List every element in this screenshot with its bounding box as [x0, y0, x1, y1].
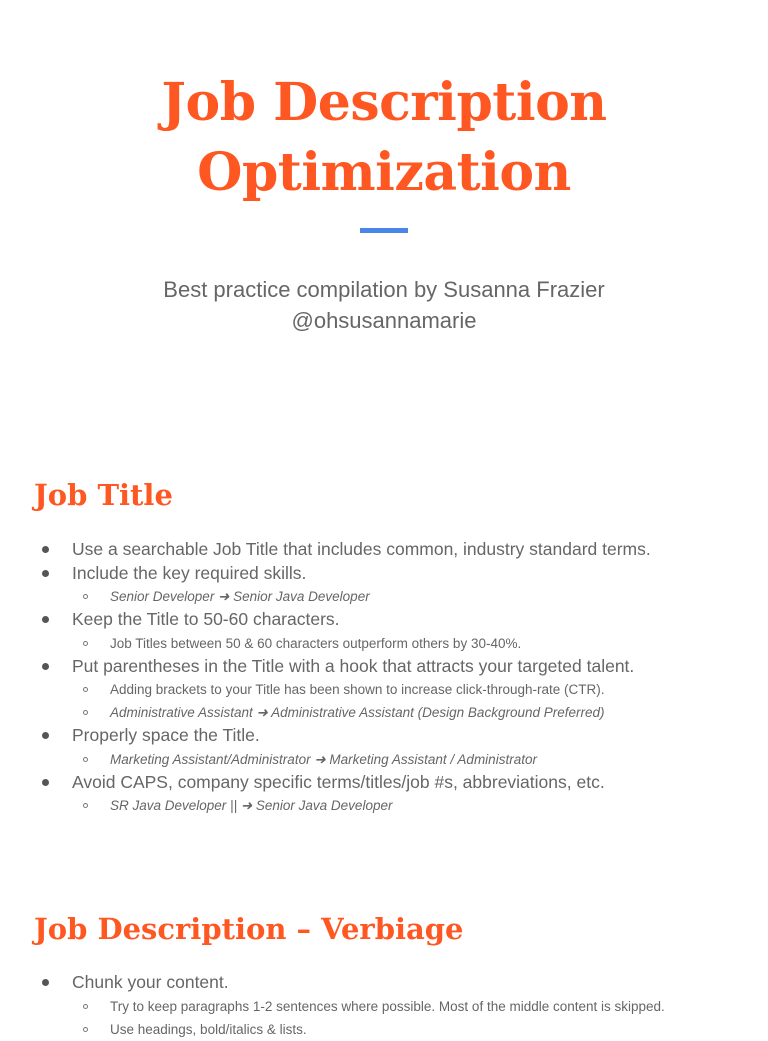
subtitle-author: Best practice compilation by Susanna Frazier: [163, 277, 605, 302]
bullet-circle-icon: [83, 1004, 88, 1009]
bullet-dot-icon: [42, 546, 49, 553]
sub-list: [72, 632, 768, 655]
list-item: [0, 538, 768, 562]
page-title-line-2: Optimization: [197, 142, 571, 203]
bullet-dot-icon: [42, 663, 49, 670]
list-item-text: Keep the Title to 50-60 characters.: [72, 609, 340, 629]
sub-list-item-text: Administrative Assistant ➜ Administrative Assistant (Design Background Preferred): [110, 705, 605, 720]
list-item-text: Include the key required skills.: [72, 562, 307, 583]
sub-list-item: [72, 585, 768, 608]
sub-list: [72, 585, 768, 608]
bullet-dot-icon: [42, 570, 49, 577]
bullet-circle-icon: [83, 803, 88, 808]
section-heading-job-title: Job Title: [34, 478, 173, 512]
list-item: [0, 655, 768, 725]
list-item: [0, 971, 768, 1041]
list-item-text: Chunk your content.: [72, 972, 229, 992]
list-item: [0, 608, 768, 655]
sub-list-item: [72, 794, 768, 817]
list-item: [0, 771, 768, 818]
page-title-line-1: Job Description: [161, 72, 607, 133]
sub-list: [72, 678, 768, 724]
bullet-dot-icon: [42, 616, 49, 623]
bullet-dot-icon: [42, 979, 49, 986]
bullet-circle-icon: [83, 757, 88, 762]
sub-list-item: [72, 1018, 768, 1041]
job-title-list: [0, 538, 768, 817]
list-item: [0, 724, 768, 771]
page-title: [0, 68, 768, 208]
subtitle-handle: @ohsusannamarie: [291, 308, 477, 333]
sub-list: [72, 748, 768, 771]
bullet-circle-icon: [83, 710, 88, 715]
list-item-text: Avoid CAPS, company specific terms/titles/job #s, abbreviations, etc.: [72, 771, 605, 792]
title-accent-rule: [360, 228, 408, 233]
bullet-circle-icon: [83, 641, 88, 646]
sub-list-item-text: Marketing Assistant/Administrator ➜ Marketing Assistant / Administrator: [110, 751, 537, 767]
list-item: [0, 562, 768, 609]
sub-list-item-text: Job Titles between 50 & 60 characters outperform others by 30-40%.: [110, 635, 522, 651]
bullet-dot-icon: [42, 779, 49, 786]
sub-list-item: [72, 995, 768, 1018]
list-item-text: Use a searchable Job Title that includes common, industry standard terms.: [72, 539, 651, 559]
bullet-circle-icon: [83, 1027, 88, 1032]
list-item-text: Properly space the Title.: [72, 725, 260, 745]
sub-list-item-text: Try to keep paragraphs 1-2 sentences where possible. Most of the middle content is skipped.: [110, 998, 665, 1014]
subtitle: [0, 274, 768, 336]
list-item-text: Put parentheses in the Title with a hook that attracts your targeted talent.: [72, 655, 635, 676]
sub-list: [72, 995, 768, 1041]
sub-list-item-text: SR Java Developer || ➜ Senior Java Developer: [110, 798, 393, 813]
sub-list-item: [72, 678, 768, 701]
sub-list-item: [72, 701, 768, 724]
bullet-circle-icon: [83, 594, 88, 599]
sub-list-item-text: Adding brackets to your Title has been shown to increase click-through-rate (CTR).: [110, 682, 605, 697]
bullet-dot-icon: [42, 732, 49, 739]
verbiage-list: [0, 971, 768, 1041]
sub-list-item-text: Senior Developer ➜ Senior Java Developer: [110, 589, 370, 604]
sub-list-item: [72, 748, 768, 771]
sub-list: [72, 794, 768, 817]
sub-list-item-text: Use headings, bold/italics & lists.: [110, 1021, 307, 1037]
bullet-circle-icon: [83, 687, 88, 692]
section-heading-verbiage: Job Description – Verbiage: [34, 912, 464, 946]
sub-list-item: [72, 632, 768, 655]
